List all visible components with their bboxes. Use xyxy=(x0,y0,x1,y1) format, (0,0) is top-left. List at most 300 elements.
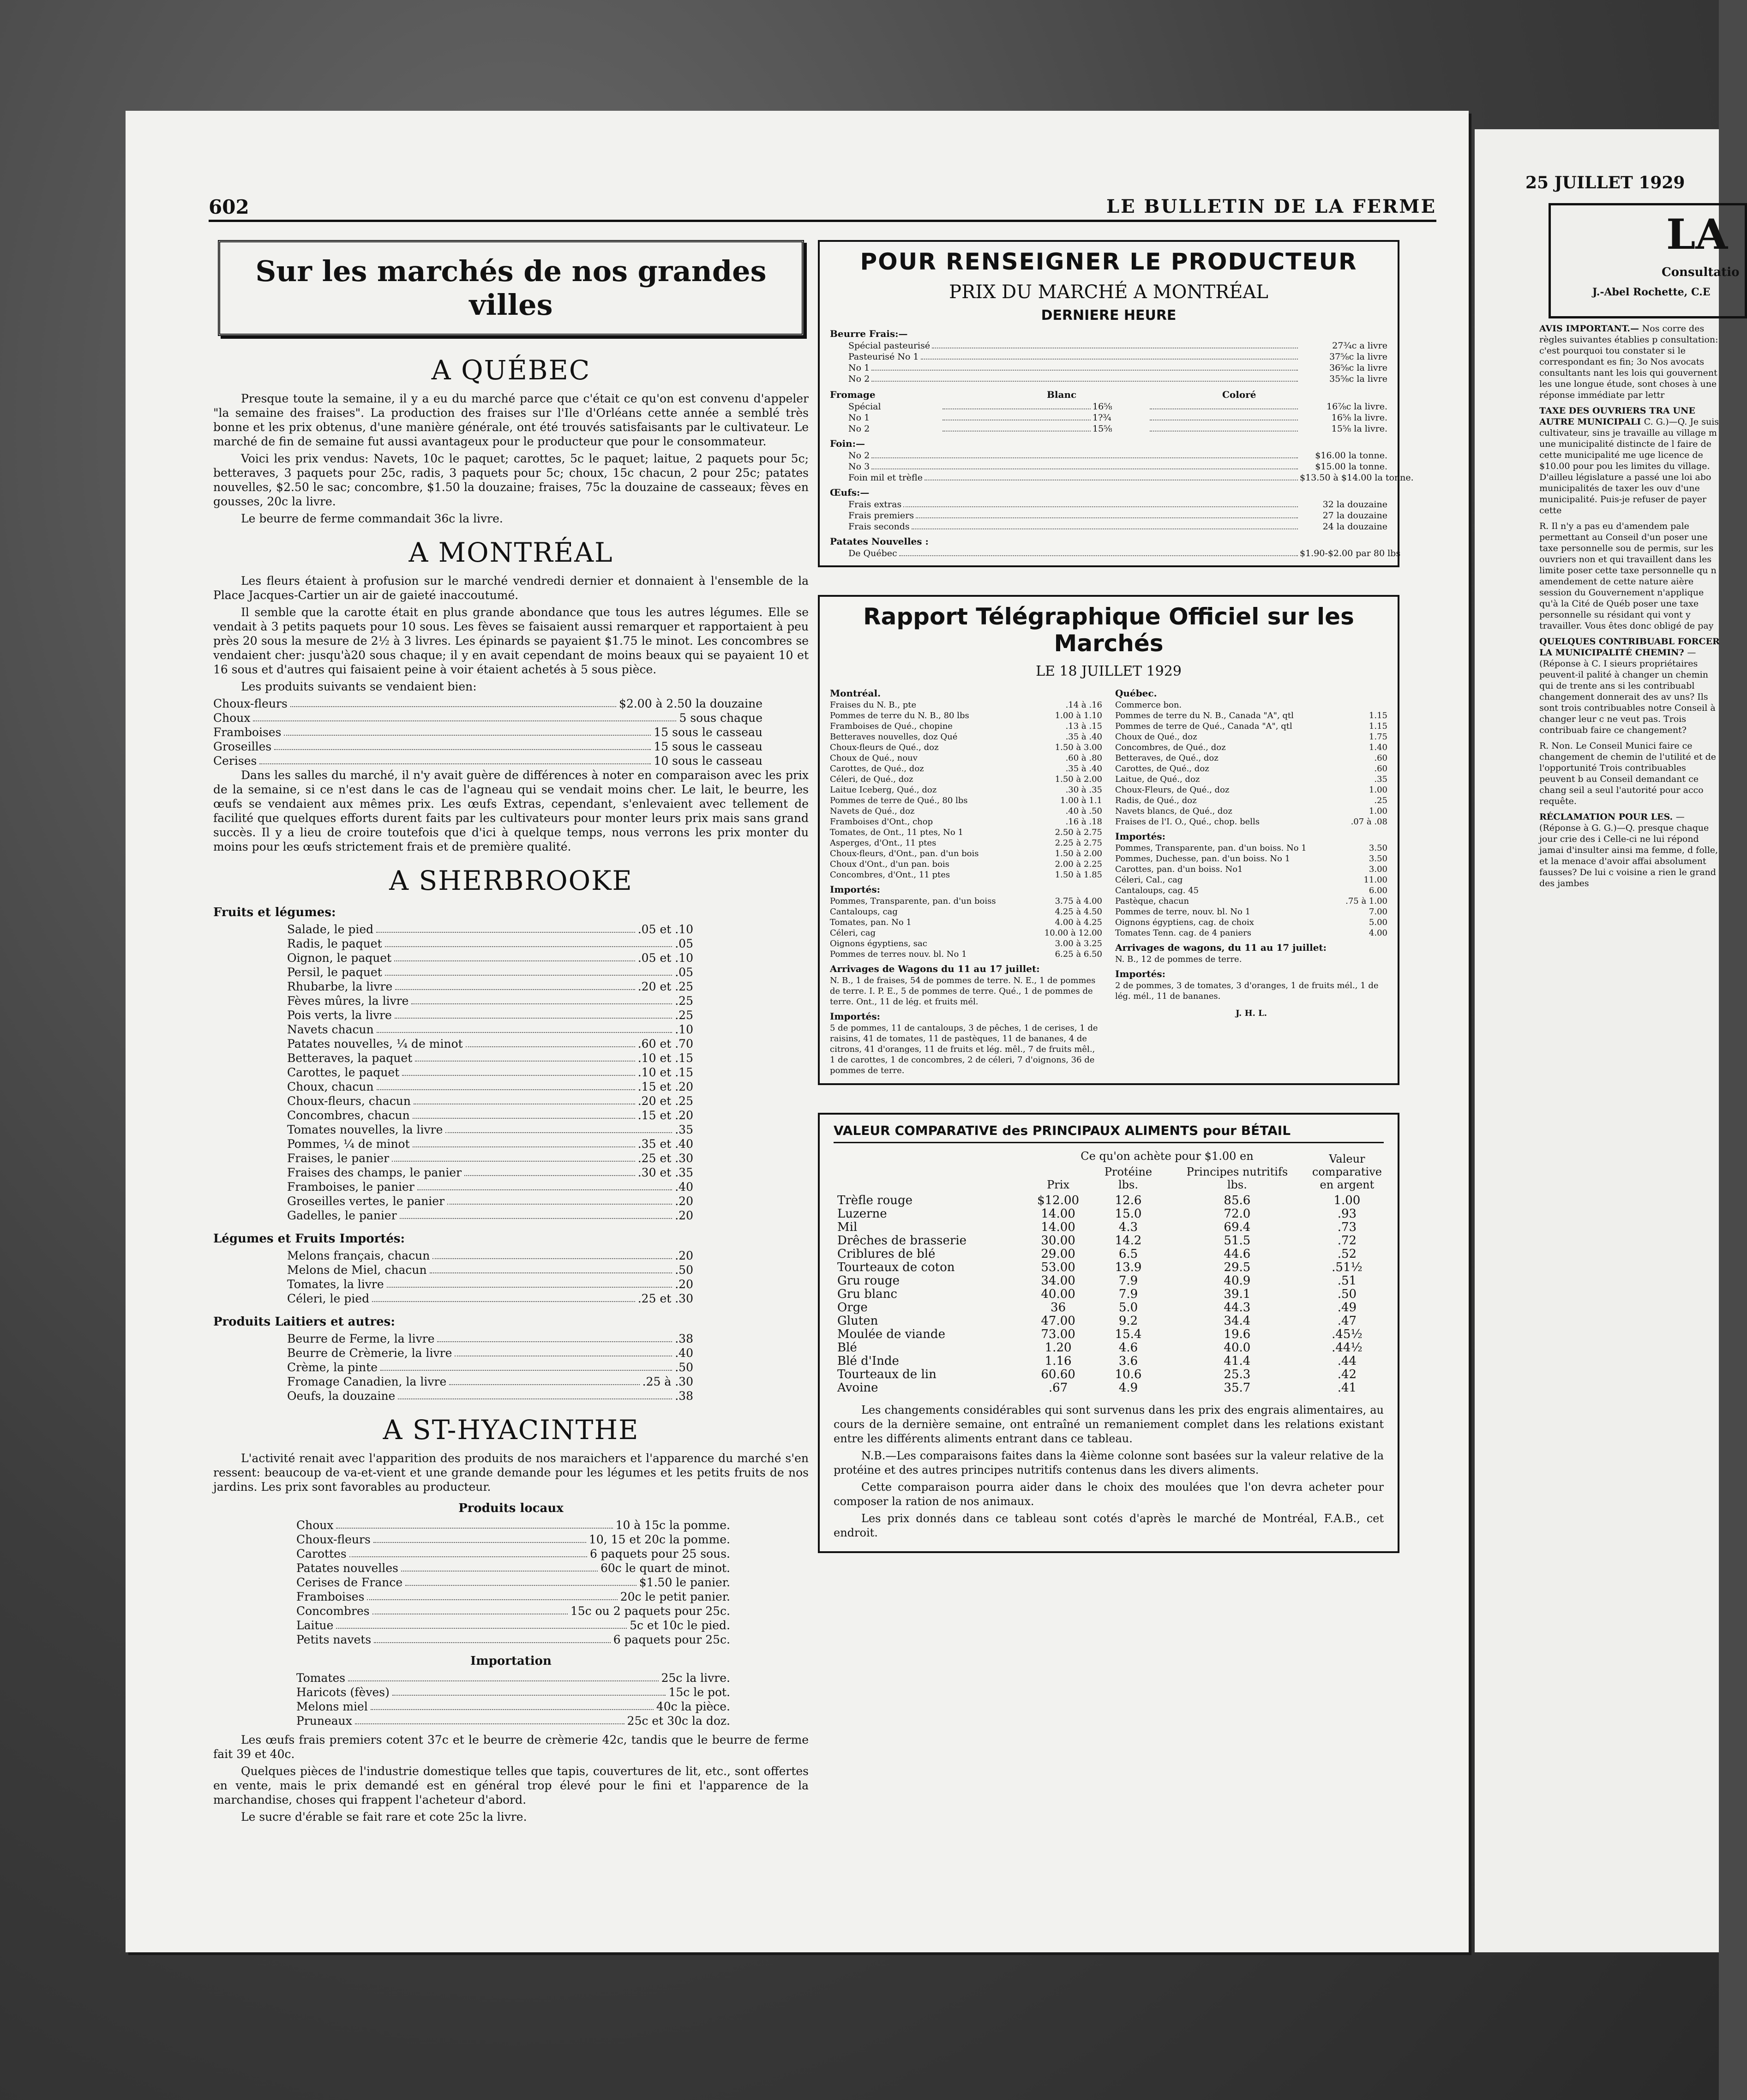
item-name: Haricots (fèves) xyxy=(296,1686,390,1699)
item-price: .25 xyxy=(675,1008,693,1022)
dot-leader xyxy=(355,1714,624,1724)
nutrients-cell: 51.5 xyxy=(1224,1234,1251,1248)
protein-cell: 4.6 xyxy=(1118,1341,1138,1355)
item-price: 4.00 à 4.25 xyxy=(1055,918,1102,927)
colored-price: 15⅝ la livre. xyxy=(1331,424,1387,434)
report-montreal-label: Montréal. xyxy=(830,688,881,699)
feed-value-table xyxy=(834,1150,1384,1395)
table-row xyxy=(834,1221,1384,1234)
item-name: No 2 xyxy=(848,424,870,434)
dot-leader xyxy=(367,1590,617,1600)
dot-leader xyxy=(1150,412,1298,420)
item-price: 5c et 10c le pied. xyxy=(630,1619,730,1632)
price-row xyxy=(213,1080,693,1094)
dot-leader xyxy=(925,472,1298,480)
item-price: .35 xyxy=(675,1123,693,1136)
report-date: LE 18 JUILLET 1929 xyxy=(1036,663,1182,679)
report-row xyxy=(1115,843,1387,853)
table-row xyxy=(834,1328,1384,1341)
dot-leader xyxy=(349,1547,587,1557)
price-row xyxy=(213,922,693,936)
food-name: Gluten xyxy=(837,1314,878,1328)
item-price: 32 la douzaine xyxy=(1322,499,1387,510)
item-price: 3.00 xyxy=(1369,864,1387,874)
item-price: .35 et .40 xyxy=(637,1137,693,1151)
item-price: .05 xyxy=(675,937,693,950)
item-name: Navets chacun xyxy=(287,1023,374,1036)
item-name: Concombres, chacun xyxy=(287,1109,410,1122)
value-cell: 1.00 xyxy=(1333,1194,1361,1207)
report-row xyxy=(830,721,1102,732)
item-name: Asperges, d'Ont., 11 ptes xyxy=(830,838,937,848)
price-row xyxy=(213,711,762,725)
page-header xyxy=(209,194,1436,222)
price-row xyxy=(213,936,693,951)
col-nutrients xyxy=(1164,1165,1310,1194)
cheese-row xyxy=(830,412,1387,423)
white-label: Blanc xyxy=(1047,389,1077,400)
dot-leader xyxy=(377,1080,635,1090)
report-row xyxy=(1115,763,1387,774)
last-hour-label: DERNIERE HEURE xyxy=(1041,307,1177,324)
item-price: 6.25 à 6.50 xyxy=(1055,949,1102,959)
protein-cell: 7.9 xyxy=(1118,1274,1138,1288)
publication-title: LE BULLETIN DE LA FERME xyxy=(1106,196,1436,217)
quebec-heading: A QUÉBEC xyxy=(431,354,591,386)
item-name: Oeufs, la douzaine xyxy=(287,1389,396,1403)
item-price: 1.15 xyxy=(1369,711,1387,720)
report-montreal-imports2-label: Importés: xyxy=(830,1011,880,1022)
item-name: Spécial pasteurisé xyxy=(848,341,931,351)
col-food xyxy=(834,1150,1024,1165)
item-price: .50 xyxy=(675,1361,693,1374)
white-price: 1?¾ xyxy=(1093,413,1111,423)
dot-leader xyxy=(432,1248,672,1259)
report-row xyxy=(830,742,1102,753)
dot-leader xyxy=(464,1165,635,1176)
import-products-list xyxy=(213,1671,809,1728)
item-name: Melons de Miel, chacun xyxy=(287,1263,427,1277)
item-price: .05 et .10 xyxy=(637,923,693,936)
item-price: 1.50 à 2.00 xyxy=(1055,774,1102,784)
next-page-paragraph xyxy=(1539,521,1724,631)
price-row xyxy=(213,1671,730,1685)
protein-cell: 9.2 xyxy=(1118,1314,1138,1328)
item-name: Carottes, pan. d'un boiss. No1 xyxy=(1115,864,1243,874)
item-name: Pommes, Transparente, pan. d'un boiss. No 1 xyxy=(1115,843,1307,853)
item-name: Pommes, Transparente, pan. d'un boiss xyxy=(830,896,996,906)
price-row xyxy=(213,1360,693,1374)
item-price: 35⅝c la livre xyxy=(1329,374,1387,384)
next-page-author: J.-Abel Rochette, C.E xyxy=(1592,286,1711,298)
item-name: Tomates xyxy=(296,1671,346,1685)
value-cell: .52 xyxy=(1337,1247,1357,1261)
price-row xyxy=(213,1714,730,1728)
item-price: .60 xyxy=(1374,753,1387,763)
dot-leader xyxy=(943,401,1091,409)
cheese-list xyxy=(830,401,1387,434)
protein-cell: 14.2 xyxy=(1115,1234,1142,1248)
value-cell: .44½ xyxy=(1332,1341,1363,1355)
item-name: Salade, le pied xyxy=(287,923,374,936)
dot-leader xyxy=(871,461,1298,469)
price-row xyxy=(830,510,1387,521)
report-montreal-imports xyxy=(830,896,1102,960)
item-price: 4.00 xyxy=(1369,928,1387,938)
item-name: Pois verts, la livre xyxy=(287,1008,392,1022)
nutrients-cell: 40.9 xyxy=(1224,1274,1251,1288)
dot-leader xyxy=(430,1263,672,1273)
item-name: Fraises, le panier xyxy=(287,1152,390,1165)
protein-cell: 15.4 xyxy=(1115,1327,1142,1341)
dot-leader xyxy=(400,1208,672,1219)
nutrients-cell: 35.7 xyxy=(1224,1381,1251,1395)
newspaper-page xyxy=(126,111,1469,1952)
dot-leader xyxy=(374,1632,611,1643)
food-name: Blé d'Inde xyxy=(837,1354,899,1368)
dot-leader xyxy=(380,1360,672,1371)
item-price: 10 sous le casseau xyxy=(654,754,762,768)
dot-leader xyxy=(912,521,1298,529)
table-row xyxy=(834,1194,1384,1207)
item-price: 60c le quart de minot. xyxy=(600,1561,730,1575)
report-row xyxy=(1115,732,1387,742)
item-name: Choux xyxy=(213,711,251,725)
price-cell: 36 xyxy=(1051,1301,1066,1314)
price-row xyxy=(213,696,762,711)
item-name: Concombres, d'Ont., 11 ptes xyxy=(830,870,950,880)
price-row xyxy=(213,1151,693,1165)
quebec-paragraph: Presque toute la semaine, il y a eu du marché parce que c'était ce qu'on est convenu d'appeler "la semaine des fraises". La production des fraises sur l'Ile d'Orléans cette année a semblé très bonne et les prix obtenus, d'une manière générale, ont été trouvés satisfaisants par le cultivateur. Le marché de fin de semaine fut aussi avantageux pour le producteur que pour le consommateur. xyxy=(213,392,809,448)
price-row xyxy=(213,1008,693,1022)
item-price: .20 et .25 xyxy=(637,1094,693,1108)
markets-title: Sur les marchés de nos grandes villes xyxy=(218,240,804,336)
protein-cell: 15.0 xyxy=(1115,1207,1142,1221)
item-price: 2.25 à 2.75 xyxy=(1055,838,1102,848)
item-name: Betteraves, de Qué., doz xyxy=(1115,753,1219,763)
dot-leader xyxy=(348,1671,659,1681)
col-protein-label: Protéine xyxy=(1104,1165,1153,1178)
dot-leader xyxy=(437,1332,672,1342)
dot-leader xyxy=(336,1518,612,1529)
item-name: Choux xyxy=(296,1518,334,1532)
item-price: .20 xyxy=(675,1209,693,1222)
price-row xyxy=(213,979,693,994)
item-price: 15c le pot. xyxy=(668,1686,730,1699)
item-name: Carottes, de Qué., doz xyxy=(1115,764,1209,774)
hay-label: Foin:— xyxy=(830,438,865,449)
table-row xyxy=(834,1207,1384,1221)
report-montreal-imports-label: Importés: xyxy=(830,884,880,895)
price-row xyxy=(213,1137,693,1151)
item-price: .10 xyxy=(675,1023,693,1036)
protein-cell: 7.9 xyxy=(1118,1287,1138,1301)
dot-leader xyxy=(903,499,1298,507)
item-name: Choux-fleurs xyxy=(296,1533,371,1546)
sthyacinthe-outro: Les œufs frais premiers cotent 37c et le beurre de crèmerie 42c, tandis que le beurre de ferme fait 39 et 40c. xyxy=(213,1733,809,1761)
item-name: Beurre de Crèmerie, la livre xyxy=(287,1346,452,1360)
next-page-paragraph xyxy=(1539,811,1724,889)
item-name: Tomates, de Ont., 11 ptes, No 1 xyxy=(830,828,963,837)
item-name: Framboises, le panier xyxy=(287,1180,414,1194)
cheese-label: Fromage xyxy=(830,389,876,400)
item-name: Choux, chacun xyxy=(287,1080,374,1093)
table-row xyxy=(834,1248,1384,1261)
report-row xyxy=(1115,917,1387,928)
food-name: Moulée de viande xyxy=(837,1327,945,1341)
item-name: Concombres, de Qué., doz xyxy=(1115,743,1226,752)
item-price: .75 à 1.00 xyxy=(1345,896,1387,906)
price-row xyxy=(213,1094,693,1108)
report-quebec-arrivals-label: Arrivages de wagons, du 11 au 17 juillet: xyxy=(1115,942,1327,953)
item-name: Radis, de Qué., doz xyxy=(1115,796,1197,805)
item-name: Pastèque, chacun xyxy=(1115,896,1189,906)
item-name: Pommes de terre du N. B., 80 lbs xyxy=(830,711,969,720)
item-price: 1.00 xyxy=(1369,806,1387,816)
report-quebec-imports2-label: Importés: xyxy=(1115,968,1165,979)
item-price: .25 xyxy=(675,994,693,1008)
report-row xyxy=(830,896,1102,906)
item-name: Céleri, le pied xyxy=(287,1292,370,1305)
price-row xyxy=(830,450,1387,461)
price-row xyxy=(213,994,693,1008)
dot-leader xyxy=(447,1194,672,1205)
item-name: Céleri, de Qué., doz xyxy=(830,774,913,784)
import-title: Importation xyxy=(470,1654,552,1668)
price-row xyxy=(213,1389,693,1403)
dot-leader xyxy=(394,951,635,961)
dot-leader xyxy=(943,412,1091,420)
item-name: No 1 xyxy=(848,413,870,423)
dot-leader xyxy=(932,340,1298,348)
local-products-list xyxy=(213,1518,809,1647)
price-row xyxy=(213,1051,693,1065)
item-price: 7.00 xyxy=(1369,907,1387,917)
item-name: Carottes, le paquet xyxy=(287,1066,400,1079)
item-name: Oignons égyptiens, sac xyxy=(830,939,927,948)
dot-leader xyxy=(871,373,1298,382)
item-price: .20 xyxy=(675,1278,693,1291)
quebec-paragraph: Le beurre de ferme commandait 36c la livre. xyxy=(241,512,503,525)
price-row xyxy=(213,1604,730,1618)
price-row xyxy=(830,351,1387,362)
sherbrooke-price-list xyxy=(213,906,809,1403)
report-quebec-label: Québec. xyxy=(1115,688,1157,699)
report-row xyxy=(1115,928,1387,938)
quebec-paragraph: Voici les prix vendus: Navets, 10c le paquet; carottes, 5c le paquet; laitue, 2 paquets pour 5c; betteraves, 3 paquets pour 25c, radis, 3 paquets pour 5c; choux, 15c chacun, 2 pour 25c; patates nouvelles, $2.50 le sac; concombre, $1.50 la douzaine; fraises, 75c la douzaine de casseaux; fèves en gousses, 20c la livre. xyxy=(213,452,809,508)
col-protein-unit: lbs. xyxy=(1118,1178,1138,1191)
dot-leader xyxy=(415,1051,635,1062)
item-price: 4.25 à 4.50 xyxy=(1055,907,1102,917)
paragraph-body: C. G.)—Q. Je suis cultivateur, sins je travaille au village m une municipalité distincte de l faire de cette municipalité me uge licence de $10.00 pour pou les limites du village. D'ailleu législature a passé une loi abo municipalités de taxer les ouv d'une municipalité. Puis-je refuser de payer cette xyxy=(1539,417,1719,516)
next-page-subtitle: Consultatio xyxy=(1662,265,1740,279)
price-row xyxy=(830,461,1387,472)
item-name: Fraises de l'I. O., Qué., chop. bells xyxy=(1115,817,1260,827)
item-name: Navets de Qué., doz xyxy=(830,806,915,816)
protein-cell: 12.6 xyxy=(1115,1194,1142,1207)
item-name: Beurre de Ferme, la livre xyxy=(287,1332,435,1345)
price-row xyxy=(213,1332,693,1346)
report-row xyxy=(1115,885,1387,896)
price-row xyxy=(213,1037,693,1051)
table-row xyxy=(834,1274,1384,1288)
protein-cell: 4.9 xyxy=(1118,1381,1138,1395)
dot-leader xyxy=(385,936,672,947)
producer-subtitle: PRIX DU MARCHÉ A MONTRÉAL xyxy=(949,282,1268,303)
item-price: .10 et .15 xyxy=(637,1066,693,1079)
butter-label: Beurre Frais:— xyxy=(830,328,908,339)
value-cell: .45½ xyxy=(1332,1327,1363,1341)
col-nutrients-unit: lbs. xyxy=(1227,1178,1247,1191)
paragraph-body: —(Réponse à C. I sieurs propriétaires peuvent-il palité à changer un chemin qui de trente ans si les contribuabl changement donnerait des av uns? Ils sont trois contribuables notre Conseil à changer leur c ne veut pas. Trois contribuab faire ce changement? xyxy=(1539,648,1716,735)
item-price: 2.50 à 2.75 xyxy=(1055,828,1102,837)
report-row xyxy=(830,785,1102,795)
table-row xyxy=(834,1261,1384,1274)
feed-note: Les changements considérables qui sont survenus dans les prix des engrais alimentaires, au cours de la dernière semaine, ont entraîné un remaniement complet dans les relations existant entre les différents aliments entrant dans ce tableau. xyxy=(834,1404,1384,1445)
item-price: 1.50 à 3.00 xyxy=(1055,743,1102,752)
item-name: Pommes, Duchesse, pan. d'un boiss. No 1 xyxy=(1115,854,1291,864)
item-name: Melons français, chacun xyxy=(287,1249,430,1262)
item-price: 15 sous le casseau xyxy=(654,726,762,739)
item-name: Pommes de terre de Qué., 80 lbs xyxy=(830,796,968,805)
dot-leader xyxy=(392,1685,666,1696)
price-row xyxy=(213,1575,730,1590)
item-price: .15 et .20 xyxy=(637,1109,693,1122)
price-row xyxy=(213,739,762,754)
producer-title: POUR RENSEIGNER LE PRODUCTEUR xyxy=(860,248,1357,275)
colored-price: 16⅝ la livre. xyxy=(1331,413,1387,423)
feed-note: Les prix donnés dans ce tableau sont cotés d'après le marché de Montréal, F.A.B., cet endroit. xyxy=(834,1512,1384,1539)
next-page-edge xyxy=(1475,129,1740,1952)
white-price: 15⅝ xyxy=(1093,424,1112,434)
report-row xyxy=(1115,795,1387,806)
item-name: Tomates Tenn. cag. de 4 paniers xyxy=(1115,928,1251,938)
report-montreal-arrivals-label: Arrivages de Wagons du 11 au 17 juillet: xyxy=(830,963,1040,974)
item-price: .07 à .08 xyxy=(1351,817,1387,827)
report-row xyxy=(830,806,1102,816)
sherbrooke-section-title: Fruits et légumes: xyxy=(213,906,336,919)
item-price: .35 à .40 xyxy=(1065,764,1102,774)
item-price: 15c ou 2 paquets pour 25c. xyxy=(570,1604,730,1618)
producer-box xyxy=(818,240,1414,567)
report-row xyxy=(830,917,1102,928)
dot-leader xyxy=(921,351,1298,360)
food-name: Tourteaux de lin xyxy=(837,1368,937,1381)
report-quebec xyxy=(1115,684,1387,1077)
feed-note: N.B.—Les comparaisons faites dans la 4ième colonne sont basées sur la valeur relative de la protéine et des autres principes nutritifs contenus dans les divers aliments. xyxy=(834,1449,1384,1476)
price-cell: $12.00 xyxy=(1037,1194,1080,1207)
feed-value-box xyxy=(818,1113,1399,1553)
value-cell: .93 xyxy=(1337,1207,1357,1221)
nutrients-cell: 72.0 xyxy=(1224,1207,1251,1221)
price-cell: 34.00 xyxy=(1041,1274,1075,1288)
item-price: 40c la pièce. xyxy=(656,1700,730,1713)
item-name: Frais premiers xyxy=(848,510,914,521)
report-row xyxy=(830,906,1102,917)
food-name: Mil xyxy=(837,1220,858,1234)
value-cell: .42 xyxy=(1337,1368,1357,1381)
value-cell: .51 xyxy=(1337,1274,1357,1288)
item-price: 24 la douzaine xyxy=(1322,522,1387,532)
item-price: .13 à .15 xyxy=(1065,721,1102,731)
item-price: 37⅝c la livre xyxy=(1329,352,1387,362)
item-price: $2.00 à 2.50 la douzaine xyxy=(619,697,762,710)
table-row xyxy=(834,1301,1384,1314)
item-name: Betteraves nouvelles, doz Qué xyxy=(830,732,958,742)
dot-leader xyxy=(417,1180,672,1190)
protein-cell: 3.6 xyxy=(1118,1354,1138,1368)
dot-leader xyxy=(871,450,1298,458)
price-cell: 53.00 xyxy=(1041,1260,1075,1274)
item-price: 1.50 à 2.00 xyxy=(1055,849,1102,858)
dot-leader xyxy=(274,739,651,750)
item-price: .35 à .40 xyxy=(1065,732,1102,742)
item-price: 3.50 xyxy=(1369,854,1387,864)
potatoes-label: Patates Nouvelles : xyxy=(830,536,929,547)
dot-leader xyxy=(385,965,672,976)
item-price: 10 à 15c la pomme. xyxy=(615,1518,730,1532)
table-row xyxy=(834,1355,1384,1368)
item-price: 10.00 à 12.00 xyxy=(1044,928,1102,938)
paragraph-body: Nos corre des règles suivantes établies p consultation: c'est pourquoi tou constater si le correspondant es fin; 3o Nos avocats consultants nant les lois qui gouvernent les une longue étude, sont choses à une réponse immédiate par lettr xyxy=(1539,324,1718,400)
item-price: 6.00 xyxy=(1369,886,1387,895)
report-quebec-imports xyxy=(1115,843,1387,938)
col-price: Prix xyxy=(1047,1178,1069,1191)
item-name: Choux-fleurs, d'Ont., pan. d'un bois xyxy=(830,849,979,858)
item-name: No 3 xyxy=(848,462,870,472)
price-cell: 47.00 xyxy=(1041,1314,1075,1328)
report-row xyxy=(830,732,1102,742)
value-cell: .50 xyxy=(1337,1287,1357,1301)
paragraph-heading: TAXE DES OUVRIERS TRA UNE AUTRE MUNICIPALI xyxy=(1539,406,1695,427)
item-name: Pommes, ¼ de minot xyxy=(287,1137,410,1151)
item-name: Oignon, le paquet xyxy=(287,951,392,965)
report-row xyxy=(1115,875,1387,885)
item-name: Tomates nouvelles, la livre xyxy=(287,1123,443,1136)
item-price: $1.90-$2.00 par 80 lbs xyxy=(1300,548,1401,558)
item-price: .10 et .15 xyxy=(637,1051,693,1065)
item-name: Petits navets xyxy=(296,1633,372,1646)
dot-leader xyxy=(290,696,616,707)
price-row xyxy=(213,754,762,768)
price-cell: 14.00 xyxy=(1041,1220,1075,1234)
item-price xyxy=(1327,700,1387,710)
colored-label: Coloré xyxy=(1222,389,1256,400)
sherbrooke-heading: A SHERBROOKE xyxy=(389,865,633,896)
report-title: Rapport Télégraphique Officiel sur les Marchés xyxy=(863,603,1354,657)
report-montreal-arrivals: N. B., 1 de fraises, 54 de pommes de terre. N. E., 1 de pommes de terre. I. P. E., 5 de pommes de terre. Qué., 1 de pommes de terre. Ont., 11 de lég. et fruits mél. xyxy=(830,976,1096,1007)
dot-leader xyxy=(372,1604,568,1614)
eggs-list xyxy=(830,499,1387,532)
item-name: Frais seconds xyxy=(848,522,910,532)
dot-leader xyxy=(871,362,1298,371)
item-name: Patates nouvelles, ¼ de minot xyxy=(287,1037,463,1050)
item-name: Laitue, de Qué., doz xyxy=(1115,774,1200,784)
white-price: 16⅝ xyxy=(1093,402,1112,412)
item-name: No 2 xyxy=(848,450,870,461)
item-name: Carottes, de Qué., doz xyxy=(830,764,924,774)
col-nutrients-label: Principes nutritifs xyxy=(1186,1165,1288,1178)
price-row xyxy=(213,1165,693,1180)
dot-leader xyxy=(455,1346,672,1356)
dot-leader xyxy=(402,1065,635,1076)
item-price: 1.00 à 1.1 xyxy=(1060,796,1102,805)
dot-leader xyxy=(899,548,1298,556)
nutrients-cell: 69.4 xyxy=(1224,1220,1251,1234)
price-row xyxy=(213,1248,693,1263)
feed-value-rows xyxy=(834,1194,1384,1395)
dot-leader xyxy=(414,1094,635,1104)
